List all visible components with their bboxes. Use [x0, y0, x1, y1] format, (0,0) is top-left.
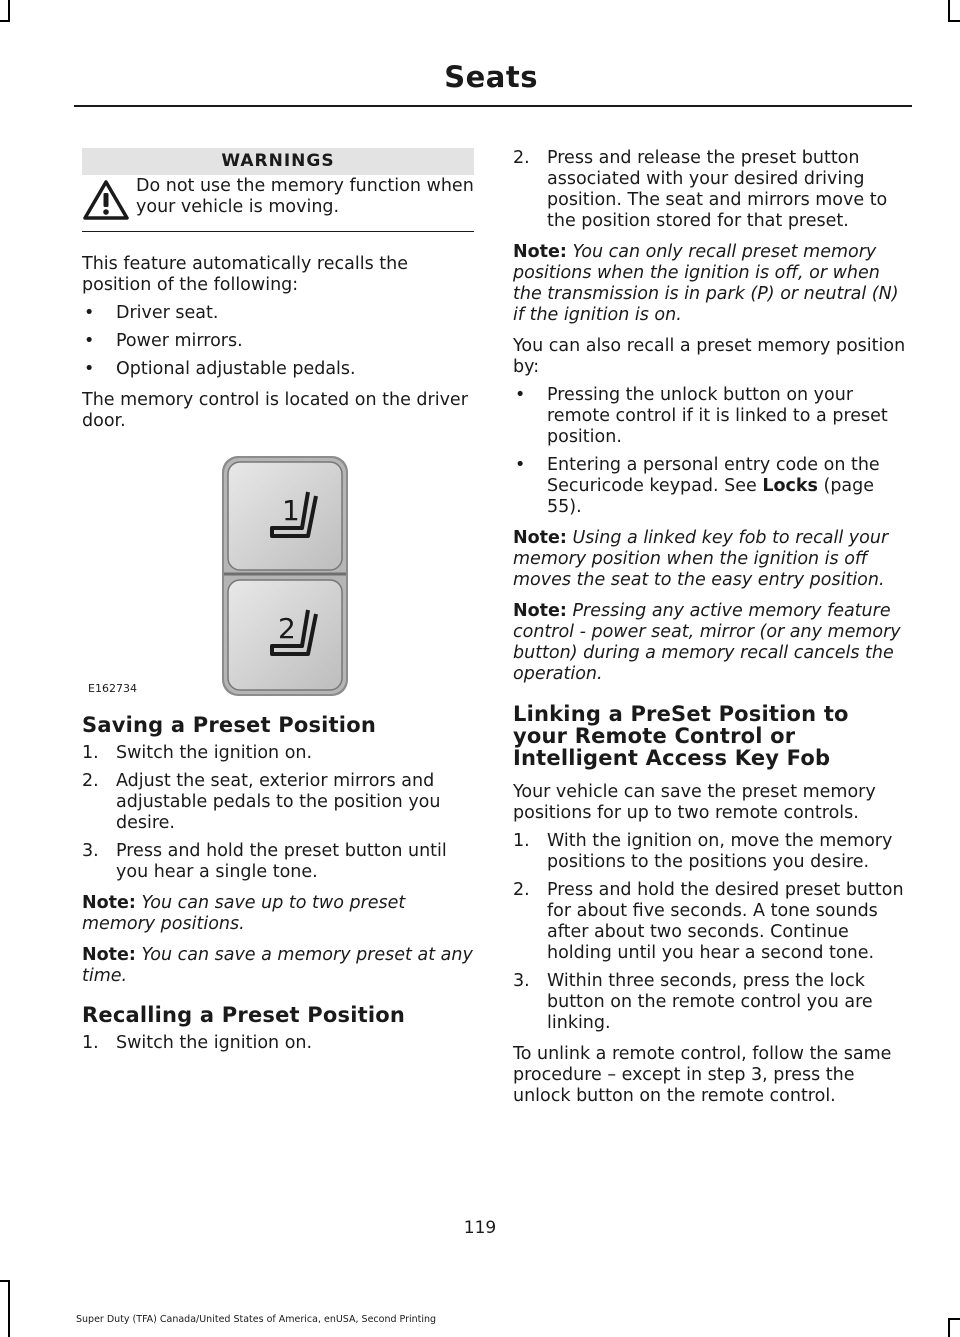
paragraph: To unlink a remote control, follow the same procedure – except in step 3, press the unlock button on the remote control. [513, 1044, 892, 1106]
footer-text: Super Duty (TFA) Canada/United States of America, enUSA, Second Printing [76, 1314, 437, 1325]
note: Note: You can only recall preset memory positions when the ignition is off, or when the transmission is in park (P) or neutral (N) if the ignition is on. [513, 242, 899, 325]
paragraph: Your vehicle can save the preset memory positions for up to two remote controls. [513, 782, 876, 823]
list-item: • Optional adjustable pedals. [82, 359, 474, 380]
right-column [513, 148, 907, 1107]
crop-mark [948, 1318, 960, 1320]
crop-mark [0, 1280, 10, 1282]
button-1-label: 1 [282, 494, 300, 527]
memory-control-figure [82, 442, 474, 702]
note: Note: Using a linked key fob to recall your memory position when the ignition is off moves the seat to the easy entry position. [513, 528, 889, 590]
note: Note: You can save a memory preset at any time. [82, 945, 473, 986]
section-heading-saving: Saving a Preset Position [82, 713, 376, 737]
list-item: • Driver seat. [82, 303, 474, 324]
warnings-heading: WARNINGS [82, 148, 474, 175]
warning-triangle-icon [82, 179, 130, 221]
list-item: 2. Press and release the preset button associated with your desired driving position. The seat and mirrors move to the position stored for that preset. [513, 148, 888, 231]
list-item: 1. Switch the ignition on. [82, 1033, 313, 1053]
list-item: 3. Press and hold the preset button until you hear a single tone. [82, 841, 447, 882]
list-item: 3. Within three seconds, press the lock button on the remote control you are linking. [513, 971, 873, 1033]
list-item: • Pressing the unlock button on your remote control if it is linked to a preset position. [513, 385, 907, 448]
crop-mark [8, 1280, 10, 1337]
intro-paragraph: This feature automatically recalls the position of the following: [82, 254, 408, 295]
paragraph: You can also recall a preset memory position by: [513, 336, 906, 377]
crop-mark [948, 0, 950, 22]
warning-box [82, 175, 474, 232]
locks-link[interactable]: Locks [762, 476, 818, 496]
location-paragraph: The memory control is located on the driver door. [82, 390, 468, 431]
left-column [82, 148, 474, 1054]
list-item: • Power mirrors. [82, 331, 474, 352]
crop-mark [948, 1318, 950, 1337]
list-item: 2. Adjust the seat, exterior mirrors and adjustable pedals to the position you desire. [82, 771, 441, 833]
header-divider [74, 105, 912, 107]
button-2-label: 2 [278, 612, 296, 645]
list-item: • Entering a personal entry code on the Securicode keypad. See Locks (page 55). [513, 455, 907, 518]
page-title: Seats [444, 60, 538, 94]
list-item: 1. With the ignition on, move the memory positions to the positions you desire. [513, 831, 893, 872]
section-heading-linking: Linking a PreSet Position to your Remote Control or Intelligent Access Key Fob [513, 702, 849, 770]
section-heading-recalling: Recalling a Preset Position [82, 1003, 406, 1027]
crop-mark [0, 20, 10, 22]
note: Note: Pressing any active memory feature control - power seat, mirror (or any memory button) during a memory recall cancels the operation. [513, 601, 901, 684]
figure-code: E162734 [88, 682, 137, 695]
note: Note: You can save up to two preset memory positions. [82, 893, 406, 934]
warning-text: Do not use the memory function when your vehicle is moving. [136, 176, 474, 217]
list-item: 1. Switch the ignition on. [82, 743, 313, 763]
memory-buttons-illustration [82, 442, 474, 702]
crop-mark [948, 20, 960, 22]
page-number: 119 [463, 1218, 497, 1238]
crop-mark [8, 0, 10, 22]
list-item: 2. Press and hold the desired preset button for about five seconds. A tone sounds after about two seconds. Continue holding until you hear a second tone. [513, 880, 904, 963]
